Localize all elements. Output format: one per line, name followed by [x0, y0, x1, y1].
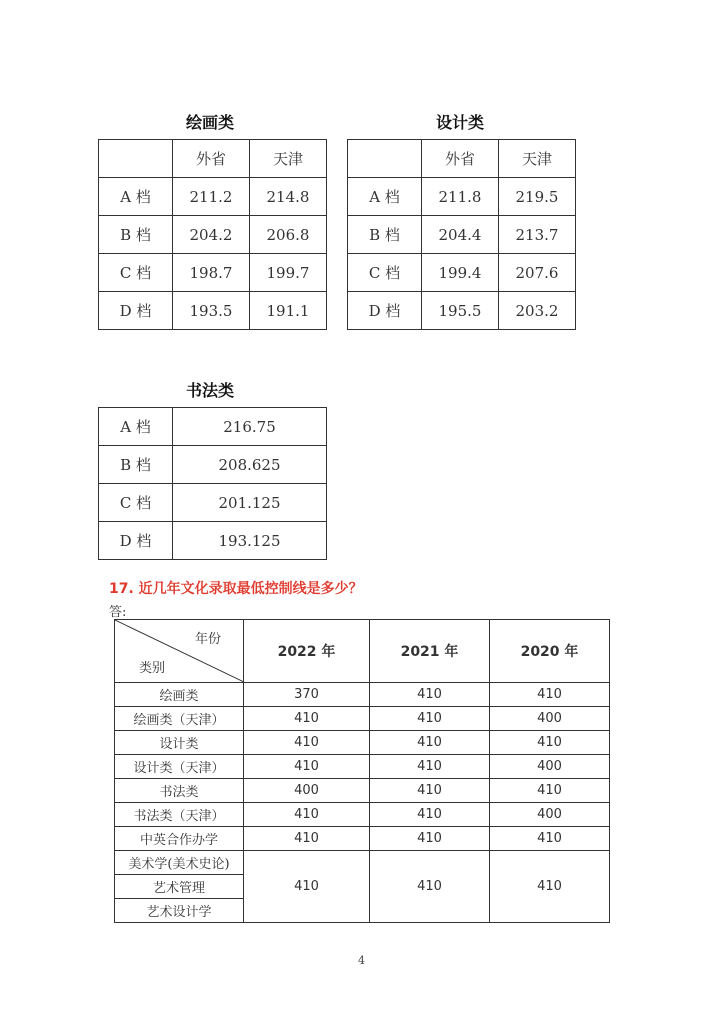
category-cell: 设计类 — [115, 731, 244, 755]
table-cell: 204.2 — [173, 216, 250, 254]
table-cell: 214.8 — [250, 178, 327, 216]
table-cell — [348, 140, 422, 178]
category-cell: 艺术设计学 — [115, 899, 244, 923]
table-cell: C 档 — [99, 484, 173, 522]
merged-value-cell: 410 — [244, 851, 370, 923]
value-cell: 410 — [244, 731, 370, 755]
value-cell: 410 — [490, 779, 610, 803]
diagonal-header-cell — [115, 620, 244, 683]
table-row — [99, 178, 327, 216]
page-number: 4 — [358, 954, 365, 967]
table-cell: B 档 — [99, 216, 173, 254]
table-title-calligraphy: 书法类 — [186, 381, 235, 400]
table-cell: 191.1 — [250, 292, 327, 330]
table-cell: 219.5 — [499, 178, 576, 216]
table-row — [99, 292, 327, 330]
year-header-cell: 2020 年 — [490, 620, 610, 683]
table-row — [115, 779, 610, 803]
value-cell: 410 — [370, 803, 490, 827]
table-cell: 193.125 — [173, 522, 327, 560]
table-title-painting: 绘画类 — [186, 113, 235, 132]
table-header-cell: 天津 — [250, 140, 327, 178]
merged-value-cell: 410 — [490, 851, 610, 923]
table-cell: 211.8 — [422, 178, 499, 216]
table-row — [99, 446, 327, 484]
table-row — [115, 755, 610, 779]
value-cell: 410 — [244, 803, 370, 827]
table-header-cell: 天津 — [499, 140, 576, 178]
value-cell: 410 — [370, 707, 490, 731]
category-cell: 艺术管理 — [115, 875, 244, 899]
table-cell: D 档 — [99, 522, 173, 560]
value-cell: 410 — [490, 827, 610, 851]
value-cell: 410 — [490, 731, 610, 755]
table-row — [99, 484, 327, 522]
table-row — [99, 254, 327, 292]
category-cell: 中英合作办学 — [115, 827, 244, 851]
table-row — [99, 140, 327, 178]
value-cell: 410 — [370, 827, 490, 851]
table-row — [99, 216, 327, 254]
table-row — [115, 707, 610, 731]
category-cell: 设计类（天津） — [115, 755, 244, 779]
table-cell: 193.5 — [173, 292, 250, 330]
table-cell: 199.4 — [422, 254, 499, 292]
year-header-cell: 2022 年 — [244, 620, 370, 683]
category-cell: 绘画类 — [115, 683, 244, 707]
table-cell: 203.2 — [499, 292, 576, 330]
value-cell: 370 — [244, 683, 370, 707]
table-row — [115, 683, 610, 707]
answer-label: 答: — [109, 605, 127, 620]
table-cell: A 档 — [348, 178, 422, 216]
value-cell: 400 — [490, 803, 610, 827]
table-header-cell: 外省 — [422, 140, 499, 178]
table-row — [99, 408, 327, 446]
table-row — [115, 851, 610, 875]
table-title-design: 设计类 — [436, 113, 485, 132]
year-header-label: 年份 — [194, 632, 221, 647]
category-header-label: 类别 — [139, 661, 166, 676]
table-cell: B 档 — [348, 216, 422, 254]
question-heading: 17. 近几年文化录取最低控制线是多少？ — [109, 581, 363, 597]
table-cell: C 档 — [348, 254, 422, 292]
table-cell: 208.625 — [173, 446, 327, 484]
table-row — [348, 178, 576, 216]
table-cell: 211.2 — [173, 178, 250, 216]
table-cell: 216.75 — [173, 408, 327, 446]
table-header-cell: 外省 — [173, 140, 250, 178]
table-header-row — [115, 620, 610, 683]
table-cell: A 档 — [99, 178, 173, 216]
table-row — [99, 522, 327, 560]
table-cell: 199.7 — [250, 254, 327, 292]
category-cell: 书法类 — [115, 779, 244, 803]
value-cell: 410 — [244, 755, 370, 779]
cutoff-table — [114, 619, 610, 923]
table-cell: A 档 — [99, 408, 173, 446]
value-cell: 400 — [244, 779, 370, 803]
value-cell: 400 — [490, 707, 610, 731]
value-cell: 410 — [370, 731, 490, 755]
value-cell: 410 — [370, 683, 490, 707]
diagonal-line — [115, 620, 244, 682]
table-cell: D 档 — [348, 292, 422, 330]
design-score-table — [347, 139, 576, 330]
painting-score-table — [98, 139, 327, 330]
table-row — [115, 803, 610, 827]
table-row — [348, 254, 576, 292]
table-cell: 201.125 — [173, 484, 327, 522]
table-cell: 213.7 — [499, 216, 576, 254]
table-row — [115, 827, 610, 851]
merged-value-cell: 410 — [370, 851, 490, 923]
value-cell: 410 — [370, 779, 490, 803]
table-row — [348, 216, 576, 254]
category-cell: 书法类（天津） — [115, 803, 244, 827]
table-cell: B 档 — [99, 446, 173, 484]
calligraphy-score-table — [98, 407, 327, 560]
table-cell: 195.5 — [422, 292, 499, 330]
value-cell: 400 — [490, 755, 610, 779]
value-cell: 410 — [370, 755, 490, 779]
year-header-cell: 2021 年 — [370, 620, 490, 683]
value-cell: 410 — [244, 707, 370, 731]
table-row — [348, 140, 576, 178]
table-row — [115, 731, 610, 755]
category-cell: 绘画类（天津） — [115, 707, 244, 731]
table-cell: D 档 — [99, 292, 173, 330]
table-cell: 204.4 — [422, 216, 499, 254]
category-cell: 美术学(美术史论) — [115, 851, 244, 875]
table-cell: 206.8 — [250, 216, 327, 254]
table-cell: 198.7 — [173, 254, 250, 292]
table-row — [348, 292, 576, 330]
table-cell — [99, 140, 173, 178]
table-cell: 207.6 — [499, 254, 576, 292]
table-cell: C 档 — [99, 254, 173, 292]
value-cell: 410 — [244, 827, 370, 851]
value-cell: 410 — [490, 683, 610, 707]
